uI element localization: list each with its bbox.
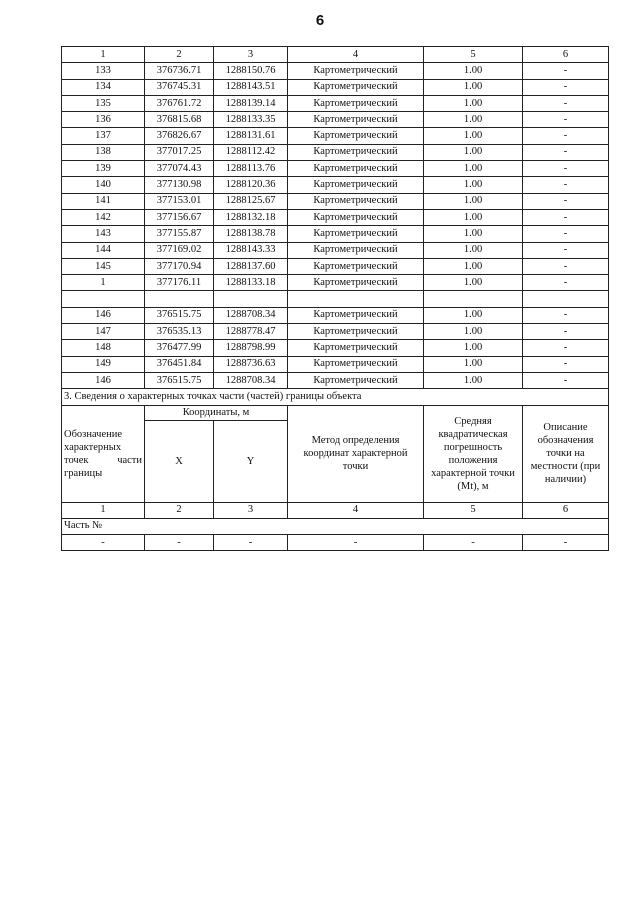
column-number: 5 — [424, 47, 523, 63]
point-number — [62, 291, 145, 307]
empty-value: - — [424, 535, 523, 551]
method: Картометрический — [288, 79, 424, 95]
method: Картометрический — [288, 340, 424, 356]
page-number: 6 — [315, 12, 325, 29]
x-coordinate: 376745.31 — [145, 79, 214, 95]
table-row — [62, 356, 609, 372]
x-coordinate: 376515.75 — [145, 372, 214, 388]
part-label: Часть № — [62, 518, 609, 534]
x-coordinate: 376515.75 — [145, 307, 214, 323]
x-coordinate: 376826.67 — [145, 128, 214, 144]
description: - — [523, 161, 609, 177]
table-row — [62, 324, 609, 340]
x-coordinate: 377074.43 — [145, 161, 214, 177]
description: - — [523, 209, 609, 225]
method: Картометрический — [288, 307, 424, 323]
description: - — [523, 128, 609, 144]
point-number: 139 — [62, 161, 145, 177]
table-row — [62, 112, 609, 128]
y-coordinate: 1288736.63 — [214, 356, 288, 372]
error-value: 1.00 — [424, 258, 523, 274]
method: Картометрический — [288, 372, 424, 388]
column-number: 3 — [214, 47, 288, 63]
error-value: 1.00 — [424, 63, 523, 79]
point-number: 137 — [62, 128, 145, 144]
column-number: 4 — [288, 502, 424, 518]
y-coordinate: 1288125.67 — [214, 193, 288, 209]
method: Картометрический — [288, 95, 424, 111]
error-value: 1.00 — [424, 112, 523, 128]
x-coordinate: 376535.13 — [145, 324, 214, 340]
section3 — [62, 389, 609, 551]
column-number-row — [62, 47, 609, 63]
section-column-number-row — [62, 502, 609, 518]
table-row — [62, 226, 609, 242]
x-coordinate: 377176.11 — [145, 275, 214, 291]
method: Картометрический — [288, 144, 424, 160]
error-value: 1.00 — [424, 161, 523, 177]
point-number: 135 — [62, 95, 145, 111]
method: Картометрический — [288, 209, 424, 225]
method: Картометрический — [288, 242, 424, 258]
error-value: 1.00 — [424, 95, 523, 111]
y-header: Y — [214, 420, 288, 502]
y-coordinate: 1288131.61 — [214, 128, 288, 144]
y-coordinate: 1288150.76 — [214, 63, 288, 79]
coordinates-group-header: Координаты, м — [145, 405, 288, 420]
method — [288, 291, 424, 307]
table-row — [62, 144, 609, 160]
description: - — [523, 324, 609, 340]
description: - — [523, 372, 609, 388]
point-number: 144 — [62, 242, 145, 258]
y-coordinate: 1288138.78 — [214, 226, 288, 242]
description: - — [523, 63, 609, 79]
y-coordinate: 1288112.42 — [214, 144, 288, 160]
column-number: 2 — [145, 47, 214, 63]
point-number: 146 — [62, 307, 145, 323]
description: - — [523, 307, 609, 323]
part-label-row — [62, 518, 609, 534]
table-row — [62, 177, 609, 193]
blank-row — [62, 291, 609, 307]
point-number: 142 — [62, 209, 145, 225]
description: - — [523, 242, 609, 258]
error-value: 1.00 — [424, 144, 523, 160]
description: - — [523, 226, 609, 242]
method-header: Метод определения координат характерной точки — [288, 405, 424, 502]
description: - — [523, 112, 609, 128]
y-coordinate: 1288139.14 — [214, 95, 288, 111]
error-value: 1.00 — [424, 193, 523, 209]
x-coordinate: 377017.25 — [145, 144, 214, 160]
method: Картометрический — [288, 128, 424, 144]
point-number: 1 — [62, 275, 145, 291]
description: - — [523, 177, 609, 193]
method: Картометрический — [288, 63, 424, 79]
method: Картометрический — [288, 226, 424, 242]
point-number: 148 — [62, 340, 145, 356]
description: - — [523, 356, 609, 372]
y-coordinate: 1288133.35 — [214, 112, 288, 128]
table-row — [62, 63, 609, 79]
y-coordinate: 1288798.99 — [214, 340, 288, 356]
table-row — [62, 79, 609, 95]
column-number: 1 — [62, 47, 145, 63]
description: - — [523, 79, 609, 95]
y-coordinate: 1288778.47 — [214, 324, 288, 340]
column-number: 3 — [214, 502, 288, 518]
table-row — [62, 242, 609, 258]
point-designation-header: Обозначение характерных точек части границы — [62, 405, 145, 502]
error-header: Средняя квадратическая погрешность положения характерной точки (Mt), м — [424, 405, 523, 502]
point-number: 145 — [62, 258, 145, 274]
x-coordinate: 376815.68 — [145, 112, 214, 128]
point-number: 149 — [62, 356, 145, 372]
y-coordinate: 1288133.18 — [214, 275, 288, 291]
section-title: 3. Сведения о характерных точках части (частей) границы объекта — [62, 389, 609, 405]
error-value: 1.00 — [424, 340, 523, 356]
column-number: 1 — [62, 502, 145, 518]
description: - — [523, 95, 609, 111]
empty-value: - — [62, 535, 145, 551]
description: - — [523, 340, 609, 356]
error-value: 1.00 — [424, 242, 523, 258]
description: - — [523, 258, 609, 274]
table-row — [62, 340, 609, 356]
column-number: 6 — [523, 502, 609, 518]
method: Картометрический — [288, 275, 424, 291]
table-row — [62, 307, 609, 323]
description: - — [523, 144, 609, 160]
point-number: 136 — [62, 112, 145, 128]
error-value: 1.00 — [424, 275, 523, 291]
x-coordinate: 377169.02 — [145, 242, 214, 258]
column-number: 6 — [523, 47, 609, 63]
table-row — [62, 161, 609, 177]
x-coordinate: 377156.67 — [145, 209, 214, 225]
method: Картометрический — [288, 258, 424, 274]
empty-value: - — [288, 535, 424, 551]
table-row — [62, 258, 609, 274]
y-coordinate: 1288143.33 — [214, 242, 288, 258]
point-number: 134 — [62, 79, 145, 95]
y-coordinate: 1288120.36 — [214, 177, 288, 193]
table1-body — [62, 47, 609, 389]
table-row — [62, 209, 609, 225]
point-number: 146 — [62, 372, 145, 388]
x-coordinate: 376451.84 — [145, 356, 214, 372]
method: Картометрический — [288, 161, 424, 177]
y-coordinate: 1288132.18 — [214, 209, 288, 225]
error-value: 1.00 — [424, 177, 523, 193]
error-value: 1.00 — [424, 226, 523, 242]
table-row — [62, 95, 609, 111]
section-title-row — [62, 389, 609, 405]
y-coordinate — [214, 291, 288, 307]
y-coordinate: 1288137.60 — [214, 258, 288, 274]
description-header: Описание обозначения точки на местности (при наличии) — [523, 405, 609, 502]
method: Картометрический — [288, 193, 424, 209]
table-row — [62, 372, 609, 388]
column-number: 2 — [145, 502, 214, 518]
x-coordinate: 377153.01 — [145, 193, 214, 209]
error-value: 1.00 — [424, 324, 523, 340]
error-value: 1.00 — [424, 128, 523, 144]
description: - — [523, 193, 609, 209]
method: Картометрический — [288, 177, 424, 193]
x-header: X — [145, 420, 214, 502]
method: Картометрический — [288, 324, 424, 340]
x-coordinate — [145, 291, 214, 307]
description: - — [523, 275, 609, 291]
description — [523, 291, 609, 307]
error-value — [424, 291, 523, 307]
empty-value: - — [145, 535, 214, 551]
x-coordinate: 377170.94 — [145, 258, 214, 274]
table-row — [62, 128, 609, 144]
empty-value: - — [214, 535, 288, 551]
error-value: 1.00 — [424, 372, 523, 388]
point-number: 133 — [62, 63, 145, 79]
error-value: 1.00 — [424, 356, 523, 372]
dash-row — [62, 535, 609, 551]
y-coordinate: 1288708.34 — [214, 372, 288, 388]
y-coordinate: 1288143.51 — [214, 79, 288, 95]
y-coordinate: 1288113.76 — [214, 161, 288, 177]
point-number: 147 — [62, 324, 145, 340]
error-value: 1.00 — [424, 209, 523, 225]
point-number: 138 — [62, 144, 145, 160]
point-number: 143 — [62, 226, 145, 242]
section-header-row — [62, 405, 609, 420]
column-number: 4 — [288, 47, 424, 63]
point-number: 140 — [62, 177, 145, 193]
table-row — [62, 275, 609, 291]
x-coordinate: 377155.87 — [145, 226, 214, 242]
error-value: 1.00 — [424, 307, 523, 323]
error-value: 1.00 — [424, 79, 523, 95]
column-number: 5 — [424, 502, 523, 518]
method: Картометрический — [288, 356, 424, 372]
point-number: 141 — [62, 193, 145, 209]
coordinates-table — [61, 46, 609, 551]
x-coordinate: 376761.72 — [145, 95, 214, 111]
table-row — [62, 193, 609, 209]
y-coordinate: 1288708.34 — [214, 307, 288, 323]
empty-value: - — [523, 535, 609, 551]
x-coordinate: 376477.99 — [145, 340, 214, 356]
x-coordinate: 377130.98 — [145, 177, 214, 193]
x-coordinate: 376736.71 — [145, 63, 214, 79]
method: Картометрический — [288, 112, 424, 128]
